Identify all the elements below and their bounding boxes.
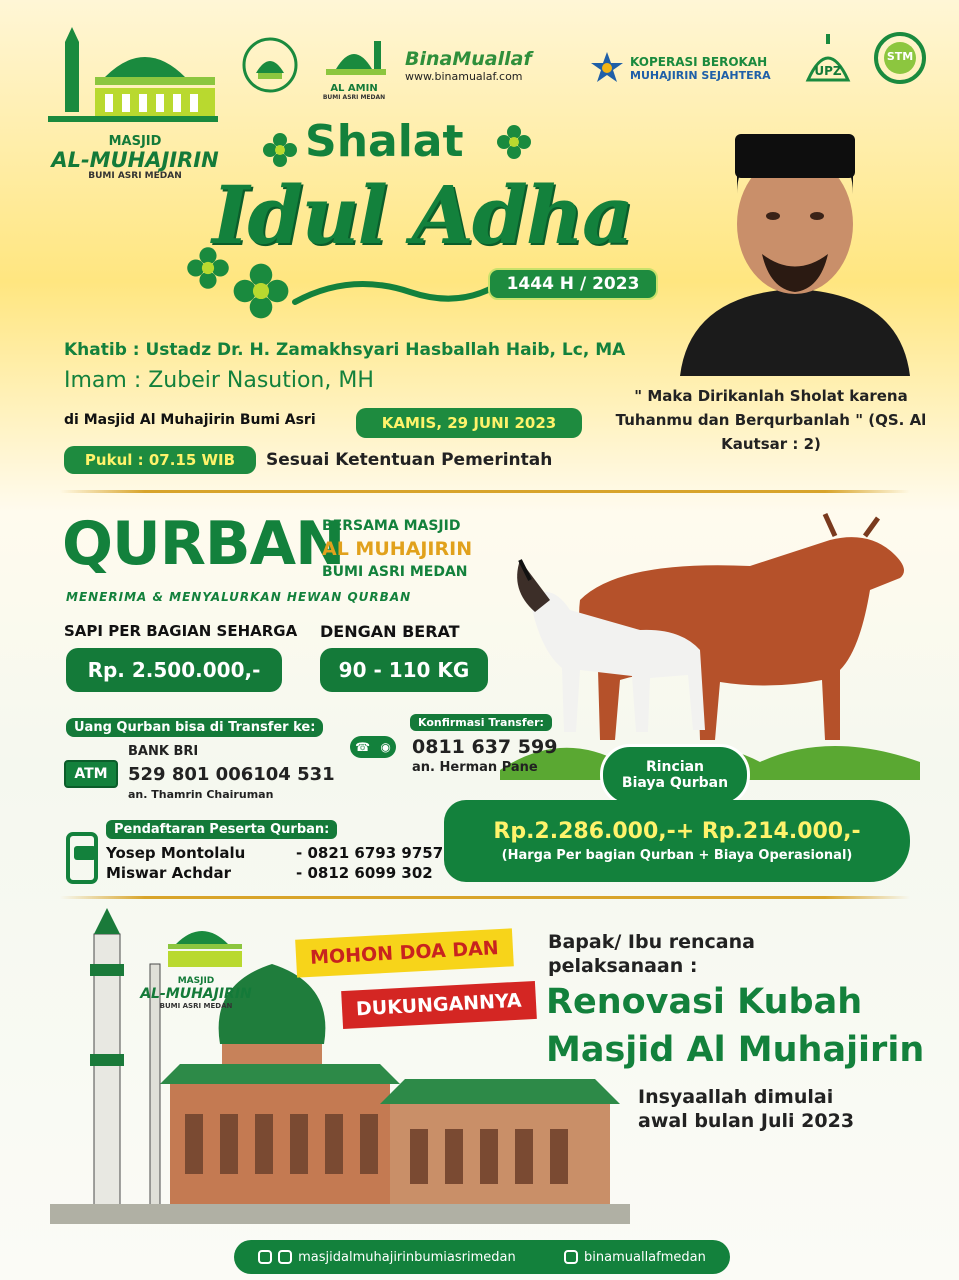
bank-name: BANK BRI (128, 744, 199, 759)
weight-box: 90 - 110 KG (320, 648, 488, 692)
register-label: Pendaftaran Peserta Qurban: (106, 820, 337, 839)
imam-text: Imam : Zubeir Nasution, MH (64, 368, 374, 393)
masjid-logo-location: BUMI ASRI MEDAN (88, 171, 182, 181)
qurban-with-line3: BUMI ASRI MEDAN (322, 564, 468, 580)
small-logo-location: BUMI ASRI MEDAN (159, 1002, 233, 1010)
price-label: SAPI PER BAGIAN SEHARGA (64, 622, 298, 640)
doa-banner (296, 934, 536, 1044)
date-badge: KAMIS, 29 JUNI 2023 (356, 408, 582, 438)
decor-flower-icon (262, 132, 298, 172)
registrant-name: Yosep Montolalu (106, 844, 246, 862)
renovation-start-line1: Insyaallah dimulai (638, 1086, 834, 1108)
phone-icon: ☎ (355, 740, 371, 754)
footer-social2-handle: binamuallafmedan (584, 1249, 706, 1265)
renovation-intro: Bapak/ Ibu rencana pelaksanaan : (548, 931, 755, 977)
phone-whatsapp-icon (350, 736, 396, 758)
price-box: Rp. 2.500.000,- (66, 648, 282, 692)
footer-bar (234, 1240, 730, 1274)
renovation-start-line2: awal bulan Juli 2023 (638, 1110, 855, 1132)
cost-detail-amount: Rp.2.286.000,-+ Rp.214.000,- (493, 819, 861, 844)
youtube-icon (278, 1250, 292, 1264)
qurban-with-line1: BERSAMA MASJID (322, 518, 461, 534)
small-logo-title: MASJID (177, 976, 215, 986)
section-divider (60, 490, 910, 493)
footer-social2[interactable] (564, 1250, 706, 1265)
masjid-logo (40, 22, 230, 182)
cost-detail-line2: Biaya Qurban (621, 775, 729, 791)
section-divider (60, 896, 910, 899)
stm-logo (872, 30, 928, 100)
speaker-portrait-icon (680, 104, 910, 376)
alamin-logo (318, 35, 390, 105)
mosque-logo-icon (40, 22, 230, 132)
masjid-logo-title: MASJID (108, 134, 162, 149)
registrant-row (106, 844, 446, 862)
doa-line1: MOHON DOA DAN (295, 928, 513, 977)
koperasi-line2: MUHAJIRIN SEJAHTERA (630, 68, 771, 82)
binamualaf-url: www.binamualaf.com (405, 70, 523, 83)
quran-quote: " Maka Dirikanlah Sholat karena Tuhanmu dan Berqurbanlah " (QS. Al Kautsar : 2) (615, 387, 927, 453)
account-holder: an. Thamrin Chairuman (128, 788, 274, 801)
koperasi-logo (590, 48, 780, 88)
upz-dome-icon (798, 32, 858, 92)
small-mosque-logo-icon (136, 912, 256, 972)
title-swirl-icon (290, 262, 520, 316)
government-note: Sesuai Ketentuan Pemerintah (266, 450, 553, 470)
khatib-text: Khatib : Ustadz Dr. H. Zamakhsyari Hasballah Haib, Lc, MA (64, 340, 626, 360)
qurban-with-line2: AL MUHAJIRIN (322, 538, 473, 560)
small-masjid-logo (136, 912, 256, 1022)
footer-social1-handle: masjidalmuhajirinbumiasrimedan (298, 1249, 516, 1265)
instagram-icon (564, 1250, 578, 1264)
qurban-title: QURBAN (62, 509, 345, 579)
footer-social1[interactable] (258, 1250, 516, 1265)
transfer-label: Uang Qurban bisa di Transfer ke: (66, 718, 323, 737)
stm-label: STM (886, 50, 914, 63)
idul-adha-title: Idul Adha (212, 168, 632, 262)
cost-detail-note: (Harga Per bagian Qurban + Biaya Operasional) (501, 848, 853, 863)
account-number: 529 801 006104 531 (128, 764, 335, 785)
alamin-sub: BUMI ASRI MEDAN (322, 94, 386, 101)
animals-illustration (500, 500, 920, 780)
registrant-phone: - 0821 6793 9757 (296, 844, 444, 862)
cow-goat-icon (500, 500, 920, 780)
confirm-phone: 0811 637 599 (412, 736, 558, 758)
partner-logo-1 (240, 35, 300, 100)
registrant-row (106, 864, 446, 882)
renovation-title-line2: Masjid Al Muhajirin (546, 1030, 925, 1070)
cost-detail-box (444, 800, 910, 882)
weight-label: DENGAN BERAT (320, 622, 460, 641)
confirm-name: an. Herman Pane (412, 760, 538, 775)
koperasi-line1: KOPERASI BEROKAH (630, 54, 768, 69)
decor-flower-icon (496, 124, 532, 164)
upz-logo (798, 32, 858, 102)
chat-phone-icon (62, 832, 102, 888)
emblem-icon (240, 35, 300, 95)
masjid-logo-name: AL-MUHAJIRIN (51, 148, 219, 172)
binamualaf-name: BinaMuallaf (405, 48, 532, 70)
alamin-mosque-icon (318, 35, 390, 79)
location-text: di Masjid Al Muhajirin Bumi Asri (64, 412, 316, 428)
decor-flower-icon (232, 262, 290, 324)
binamualaf-logo (405, 48, 575, 98)
atm-icon: ATM (64, 760, 118, 788)
cost-detail-badge (600, 744, 750, 806)
time-badge: Pukul : 07.15 WIB (64, 446, 256, 474)
speaker-photo (680, 104, 910, 376)
registrant-name: Miswar Achdar (106, 864, 232, 882)
cost-detail-line1: Rincian (645, 759, 705, 775)
shalat-heading: Shalat (305, 116, 464, 167)
doa-line2: DUKUNGANNYA (341, 981, 536, 1029)
confirm-label: Konfirmasi Transfer: (410, 714, 552, 731)
alamin-label: AL AMIN (330, 83, 378, 94)
registrant-list (106, 844, 446, 882)
qurban-accept: MENERIMA & MENYALURKAN HEWAN QURBAN (66, 590, 412, 604)
upz-label: UPZ (814, 64, 842, 78)
star-emblem-icon (590, 51, 624, 85)
registrant-phone: - 0812 6099 302 (296, 864, 433, 882)
instagram-icon (258, 1250, 272, 1264)
renovation-title-line1: Renovasi Kubah (546, 982, 863, 1022)
small-logo-name: AL-MUHAJIRIN (140, 986, 252, 1002)
year-badge: 1444 H / 2023 (488, 268, 658, 300)
whatsapp-icon: ◉ (380, 740, 391, 754)
